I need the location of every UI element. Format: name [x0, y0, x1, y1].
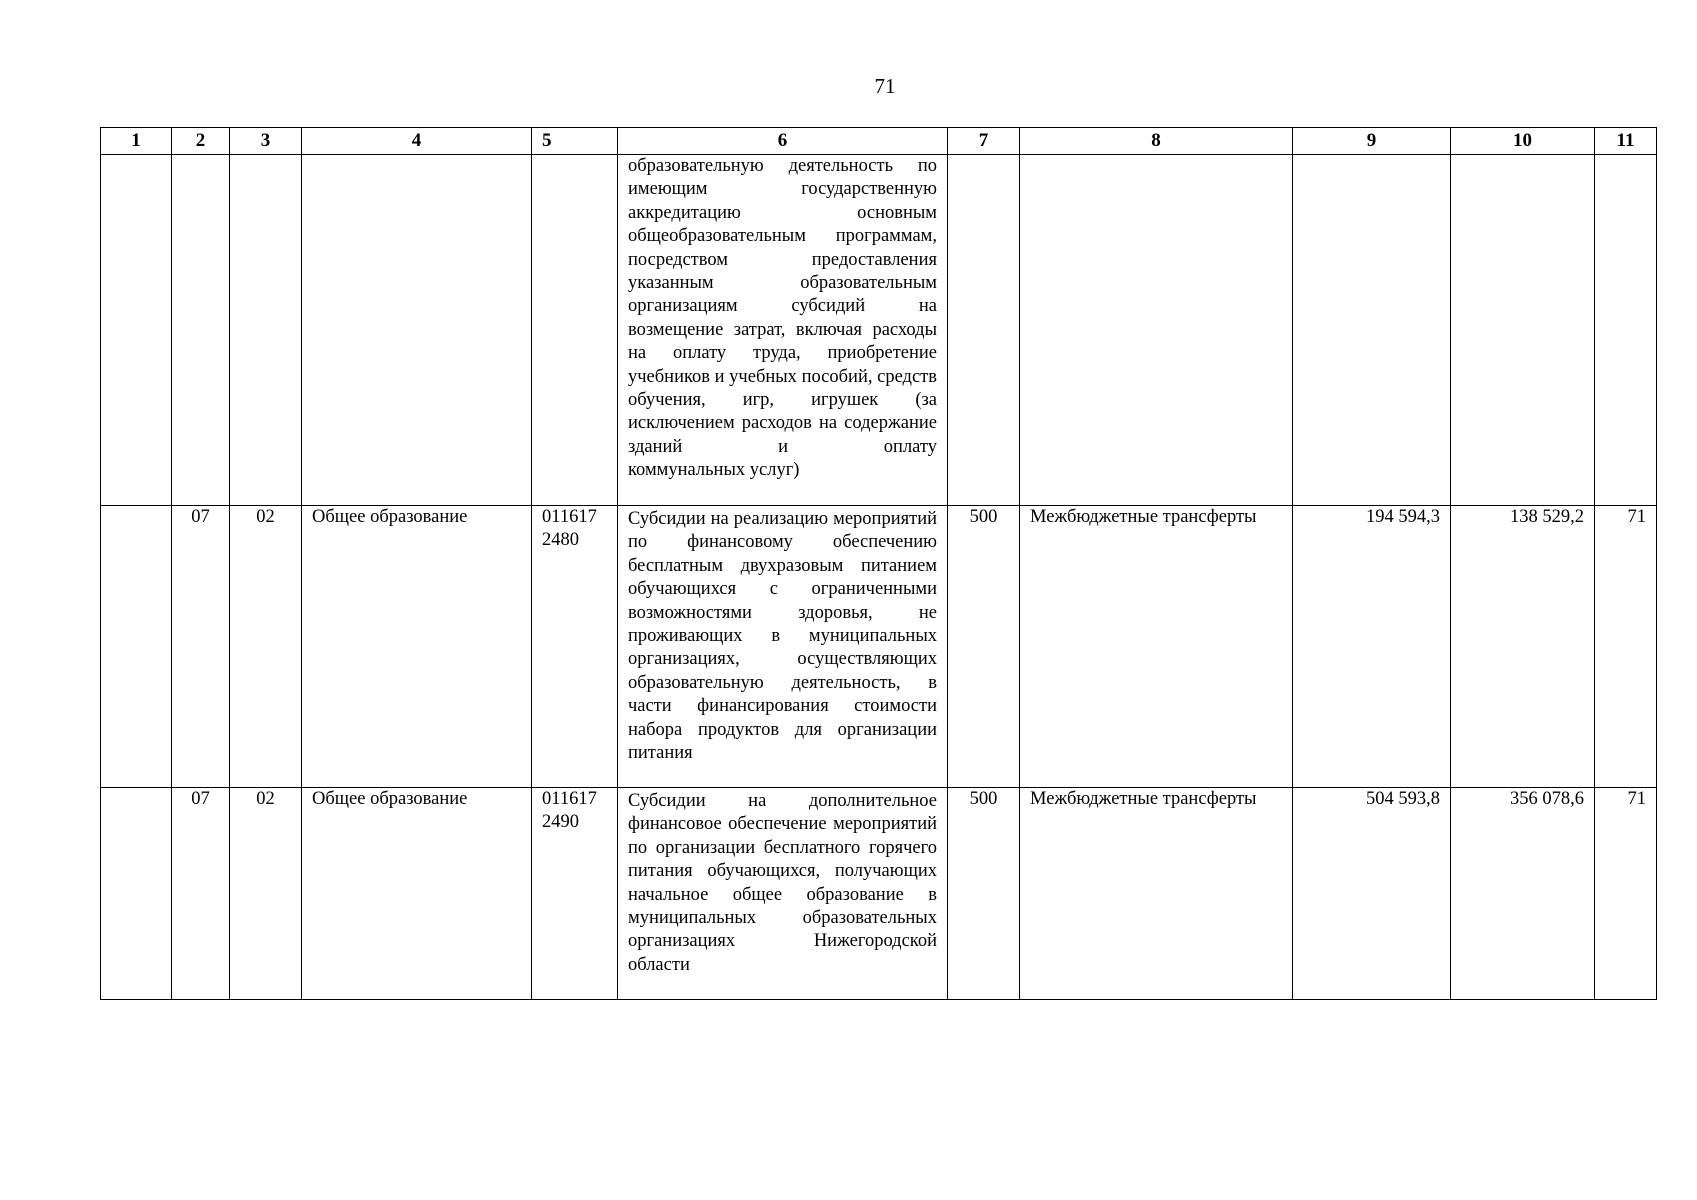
header-col-2: 2 — [172, 128, 230, 155]
cell-expense-name: Межбюджетные трансферты — [1020, 506, 1293, 788]
cell-subsection: 02 — [230, 506, 302, 788]
cell-col-1 — [101, 788, 172, 1000]
page-number: 71 — [874, 74, 896, 98]
cell-amount-col-10 — [1451, 155, 1595, 506]
header-row — [101, 128, 1657, 155]
cell-section: 07 — [172, 506, 230, 788]
cell-col-1 — [101, 155, 172, 506]
cell-target-code: 011617 2480 — [532, 506, 618, 788]
description-text: Субсидии на реализацию мероприятий по финансовому обеспечению бесплатным двухразовым питанием обучающихся с ограниченными возможностями здоровья, не проживающих в муниципальных организациях, осуществляющих образовательную деятельность, в части финансирования стоимости набора продуктов для организации — [628, 509, 937, 740]
header-col-7: 7 — [948, 128, 1020, 155]
cell-amount-col-10: 138 529,2 — [1451, 506, 1595, 788]
cell-expense-name — [1020, 155, 1293, 506]
cell-expense-name: Межбюджетные трансферты — [1020, 788, 1293, 1000]
cell-expense-type: 500 — [948, 506, 1020, 788]
cell-section-name: Общее образование — [302, 506, 532, 788]
description-text: Субсидии на дополнительное финансовое обеспечение мероприятий по организации бесплатного горячего питания обучающихся, получающих начальное общее образование в муниципальных образовательных организациях Нижегородской — [628, 791, 937, 952]
cell-col-11 — [1595, 155, 1657, 506]
table-row — [101, 788, 1657, 1000]
cell-subsection — [230, 155, 302, 506]
description-last-line: коммунальных услуг) — [628, 460, 800, 481]
cell-expense-type: 500 — [948, 788, 1020, 1000]
cell-amount-col-9: 504 593,8 — [1293, 788, 1451, 1000]
header-col-10: 10 — [1451, 128, 1595, 155]
header-col-8: 8 — [1020, 128, 1293, 155]
header-col-6: 6 — [618, 128, 948, 155]
cell-subsection: 02 — [230, 788, 302, 1000]
cell-target-code — [532, 155, 618, 506]
cell-section: 07 — [172, 788, 230, 1000]
cell-col-11: 71 — [1595, 506, 1657, 788]
header-col-3: 3 — [230, 128, 302, 155]
cell-section — [172, 155, 230, 506]
budget-table — [100, 127, 1657, 1000]
cell-target-code: 011617 2490 — [532, 788, 618, 1000]
cell-amount-col-9: 194 594,3 — [1293, 506, 1451, 788]
description-last-line: питания — [628, 743, 693, 764]
header-col-4: 4 — [302, 128, 532, 155]
header-col-11: 11 — [1595, 128, 1657, 155]
header-col-9: 9 — [1293, 128, 1451, 155]
cell-section-name — [302, 155, 532, 506]
cell-col-1 — [101, 506, 172, 788]
table-row — [101, 155, 1657, 506]
cell-description — [618, 506, 948, 788]
description-text: образовательную деятельность по имеющим государственную аккредитацию основным общеобразовательным программам, посредством предоставления указанным образовательным организациям субсидий на возмещение затрат, включая расходы на оплату труда, приобретение учебников и учебных пособий, средств обучения, игр, игрушек (за исключением расходов на содержание зданий и оплату — [628, 156, 937, 457]
header-col-1: 1 — [101, 128, 172, 155]
cell-description — [618, 155, 948, 506]
cell-amount-col-10: 356 078,6 — [1451, 788, 1595, 1000]
cell-description — [618, 788, 948, 1000]
description-last-line: области — [628, 954, 690, 975]
table-row — [101, 506, 1657, 788]
cell-amount-col-9 — [1293, 155, 1451, 506]
header-col-5: 5 — [532, 128, 618, 155]
cell-section-name: Общее образование — [302, 788, 532, 1000]
cell-col-11: 71 — [1595, 788, 1657, 1000]
cell-expense-type — [948, 155, 1020, 506]
